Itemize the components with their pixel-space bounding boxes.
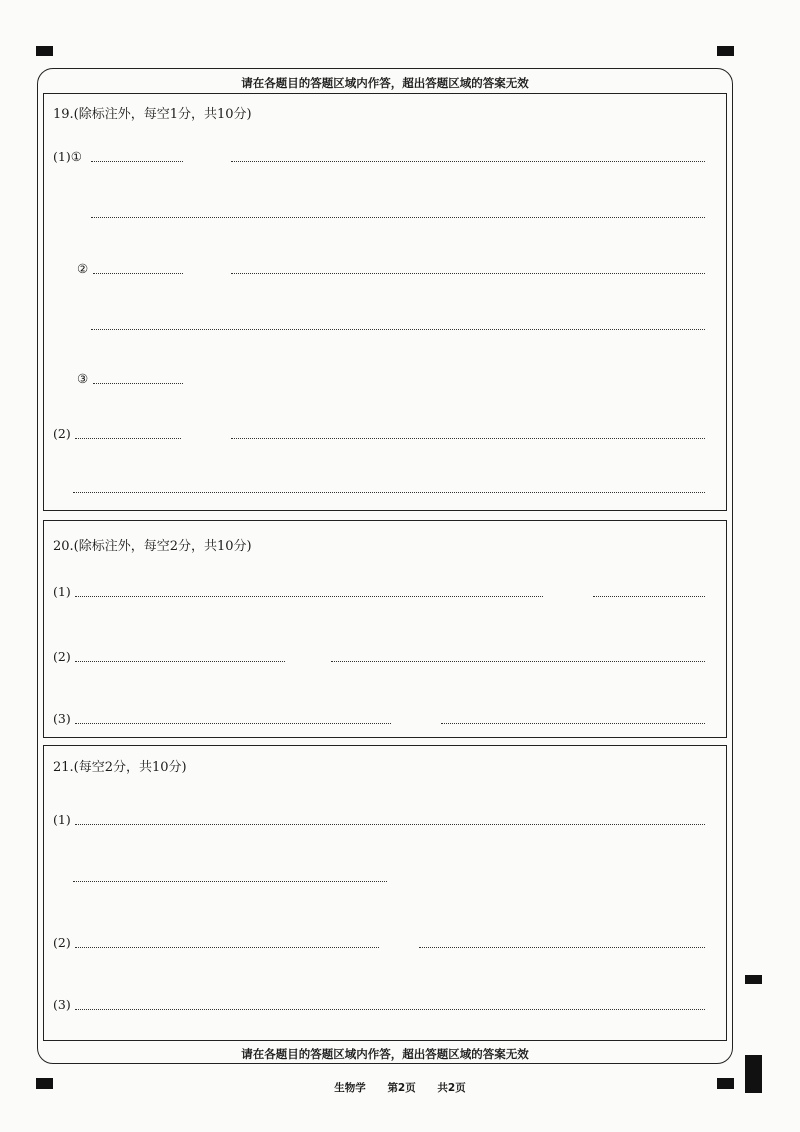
question-19-title: 19.(除标注外，每空1分，共10分) xyxy=(53,107,252,122)
answer-blank[interactable] xyxy=(75,438,181,439)
q19-label-3: ③ xyxy=(77,371,89,386)
q20-label-1: (1) xyxy=(53,584,71,599)
q21-label-3: (3) xyxy=(53,997,71,1012)
registration-mark-top-right xyxy=(717,46,734,56)
answer-blank[interactable] xyxy=(593,596,705,597)
q20-line-1 xyxy=(53,585,713,599)
answer-blank[interactable] xyxy=(419,947,705,948)
top-banner: 请在各题目的答题区域内作答，超出答题区域的答案无效 xyxy=(241,76,529,90)
answer-blank[interactable] xyxy=(75,1009,705,1010)
q20-label-3: (3) xyxy=(53,711,71,726)
answer-blank[interactable] xyxy=(75,661,285,662)
registration-mark-right-side xyxy=(745,975,762,984)
answer-blank[interactable] xyxy=(231,273,705,274)
answer-blank[interactable] xyxy=(93,383,183,384)
answer-blank[interactable] xyxy=(73,881,387,882)
q21-label-2: (2) xyxy=(53,935,71,950)
question-20-title: 20.(除标注外，每空2分，共10分) xyxy=(53,539,252,554)
answer-blank[interactable] xyxy=(91,329,705,330)
footer-page-number: 第2页 xyxy=(387,1082,416,1094)
answer-blank[interactable] xyxy=(91,217,705,218)
q20-label-2: (2) xyxy=(53,649,71,664)
q21-line-1 xyxy=(53,813,713,827)
q19-line-2 xyxy=(53,206,713,220)
q20-line-2 xyxy=(53,650,713,664)
footer-total-pages: 共2页 xyxy=(437,1082,466,1094)
answer-blank[interactable] xyxy=(75,824,705,825)
question-21-box xyxy=(43,745,727,1041)
answer-blank[interactable] xyxy=(91,161,183,162)
q19-label-4: (2) xyxy=(53,426,71,441)
answer-blank[interactable] xyxy=(75,596,543,597)
q19-line-6 xyxy=(53,427,713,441)
answer-blank[interactable] xyxy=(75,947,379,948)
q19-line-5 xyxy=(77,372,717,386)
footer-subject: 生物学 xyxy=(334,1082,366,1094)
q20-line-3 xyxy=(53,712,713,726)
answer-blank[interactable] xyxy=(93,273,183,274)
question-21-title: 21.(每空2分，共10分) xyxy=(53,760,187,775)
registration-mark-top-left xyxy=(36,46,53,56)
q21-line-3 xyxy=(53,936,713,950)
q19-line-7 xyxy=(53,481,713,495)
question-19-box xyxy=(43,93,727,511)
q19-label-1: (1)① xyxy=(53,149,82,164)
answer-blank[interactable] xyxy=(231,438,705,439)
answer-blank[interactable] xyxy=(331,661,705,662)
q19-line-4 xyxy=(53,318,713,332)
q21-line-4 xyxy=(53,998,713,1012)
answer-blank[interactable] xyxy=(75,723,391,724)
q19-line-3 xyxy=(77,262,717,276)
answer-blank[interactable] xyxy=(441,723,705,724)
answer-blank[interactable] xyxy=(73,492,705,493)
page-footer xyxy=(0,1080,800,1095)
answer-blank[interactable] xyxy=(231,161,705,162)
bottom-banner: 请在各题目的答题区域内作答，超出答题区域的答案无效 xyxy=(241,1047,529,1061)
q19-label-2: ② xyxy=(77,261,89,276)
q21-label-1: (1) xyxy=(53,812,71,827)
q19-line-1 xyxy=(53,150,713,164)
question-20-box xyxy=(43,520,727,738)
q21-line-2 xyxy=(53,870,713,884)
